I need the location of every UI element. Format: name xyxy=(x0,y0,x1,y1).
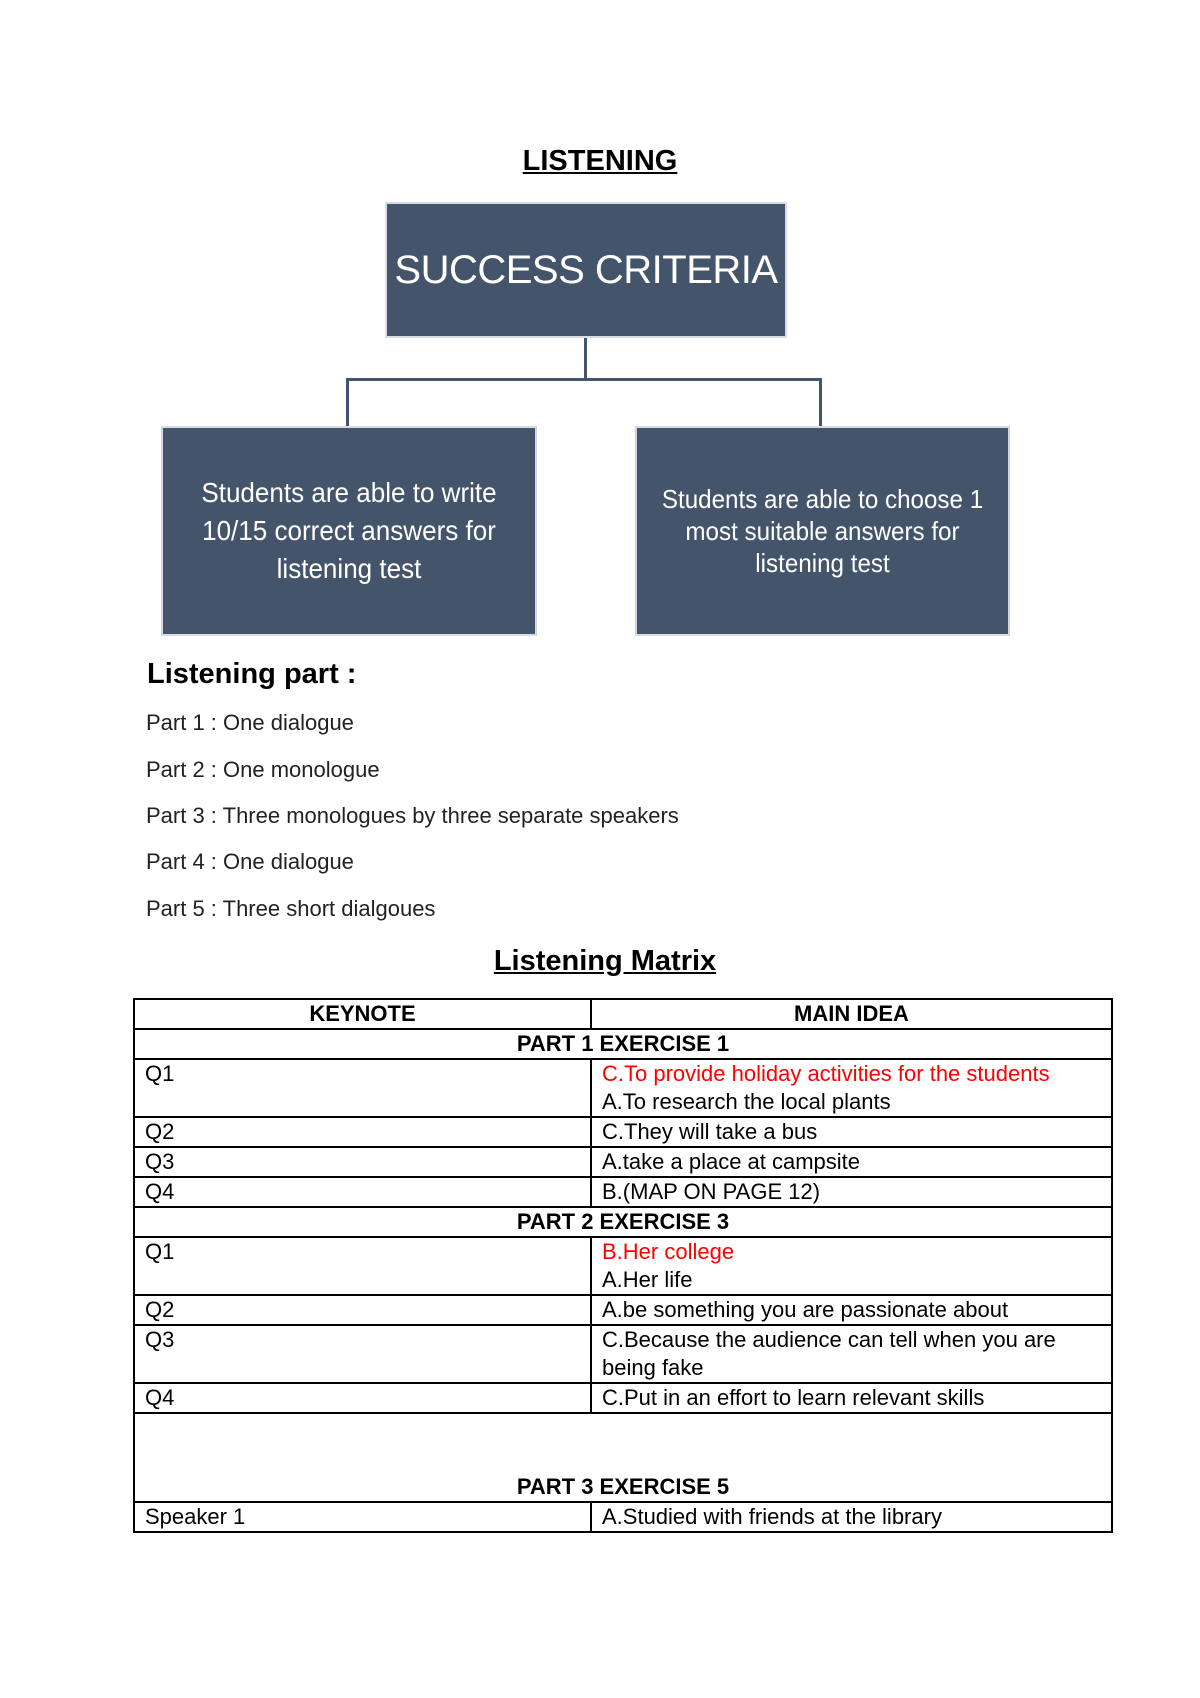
main-idea-cell xyxy=(591,1295,1112,1325)
part-line: Part 1 : One dialogue xyxy=(146,710,354,735)
answer-option: C.Because the audience can tell when you are being fake xyxy=(602,1327,1056,1380)
keynote-cell: Q4 xyxy=(134,1177,591,1207)
answer-option: C.They will take a bus xyxy=(602,1119,818,1144)
answer-option: A.take a place at campsite xyxy=(602,1149,861,1174)
keynote-cell: Speaker 1 xyxy=(134,1502,591,1532)
criteria-box-choose: Students are able to choose 1 most suitable answers for listening test xyxy=(635,426,1010,636)
answer-option: B.(MAP ON PAGE 12) xyxy=(602,1179,821,1204)
listening-matrix-table xyxy=(133,998,1113,1533)
table-row xyxy=(134,1059,1112,1117)
document-title: LISTENING xyxy=(522,145,678,177)
table-row xyxy=(134,1295,1112,1325)
table-row xyxy=(134,1177,1112,1207)
connector-right xyxy=(819,378,822,426)
section-label: PART 2 EXERCISE 3 xyxy=(134,1207,1112,1237)
table-row xyxy=(134,1383,1112,1413)
main-idea-cell xyxy=(591,1177,1112,1207)
main-idea-cell xyxy=(591,1059,1112,1117)
main-idea-cell xyxy=(591,1117,1112,1147)
answer-option: A.Studied with friends at the library xyxy=(602,1504,942,1529)
section-row xyxy=(134,1413,1112,1502)
keynote-cell: Q3 xyxy=(134,1147,591,1177)
keynote-cell: Q3 xyxy=(134,1325,591,1383)
answer-option: A.be something you are passionate about xyxy=(602,1297,1009,1322)
connector-vertical xyxy=(584,338,587,380)
keynote-cell: Q1 xyxy=(134,1059,591,1117)
section-row xyxy=(134,1029,1112,1059)
connector-horizontal xyxy=(346,378,822,381)
answer-option: C.To provide holiday activities for the students xyxy=(602,1061,1050,1086)
answer-option: A.Her life xyxy=(602,1267,693,1292)
answer-option: B.Her college xyxy=(602,1239,735,1264)
answer-option: C.Put in an effort to learn relevant skills xyxy=(602,1385,985,1410)
main-idea-cell xyxy=(591,1502,1112,1532)
main-idea-cell xyxy=(591,1325,1112,1383)
table-row xyxy=(134,1325,1112,1383)
header-keynote: KEYNOTE xyxy=(134,999,591,1029)
keynote-cell: Q1 xyxy=(134,1237,591,1295)
listening-parts-heading: Listening part : xyxy=(147,658,357,690)
connector-left xyxy=(346,378,349,426)
section-row xyxy=(134,1207,1112,1237)
main-idea-cell xyxy=(591,1237,1112,1295)
table-row xyxy=(134,1237,1112,1295)
keynote-cell: Q4 xyxy=(134,1383,591,1413)
header-main-idea: MAIN IDEA xyxy=(591,999,1112,1029)
matrix-title: Listening Matrix xyxy=(493,945,717,977)
part-line: Part 3 : Three monologues by three separate speakers xyxy=(146,803,679,828)
table-row xyxy=(134,1117,1112,1147)
table-row xyxy=(134,1502,1112,1532)
part-line: Part 2 : One monologue xyxy=(146,757,380,782)
table-header-row xyxy=(134,999,1112,1029)
table-row xyxy=(134,1147,1112,1177)
answer-option: A.To research the local plants xyxy=(602,1089,891,1114)
keynote-cell: Q2 xyxy=(134,1117,591,1147)
main-idea-cell xyxy=(591,1383,1112,1413)
keynote-cell: Q2 xyxy=(134,1295,591,1325)
criteria-box-write: Students are able to write 10/15 correct answers for listening test xyxy=(161,426,537,636)
main-idea-cell xyxy=(591,1147,1112,1177)
success-criteria-box: SUCCESS CRITERIA xyxy=(385,202,787,338)
section-label: PART 1 EXERCISE 1 xyxy=(134,1029,1112,1059)
section-label: PART 3 EXERCISE 5 xyxy=(134,1413,1112,1502)
part-line: Part 5 : Three short dialgoues xyxy=(146,896,436,921)
part-line: Part 4 : One dialogue xyxy=(146,849,354,874)
